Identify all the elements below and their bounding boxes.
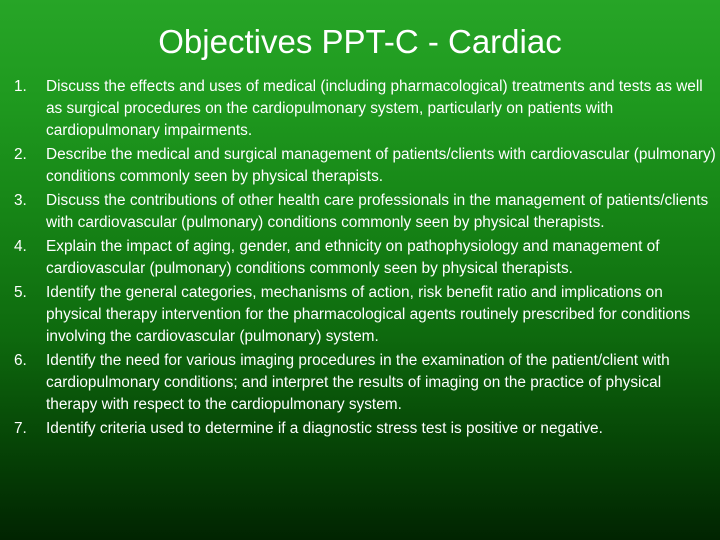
objectives-list (14, 76, 716, 442)
objective-text: Discuss the effects and uses of medical (including pharmacological) treatments and tests as well as surgical procedures on the cardiopulmonary system, particularly on patients with cardiopulmonary impairments. (46, 78, 703, 139)
objective-item-5 (14, 282, 716, 348)
objective-item-4 (14, 236, 716, 280)
objective-item-7 (14, 418, 716, 440)
objective-text: Discuss the contributions of other health care professionals in the management of patients/clients with cardiovascular (pulmonary) conditions commonly seen by physical therapists. (46, 192, 709, 231)
objective-number: 2. (14, 146, 27, 163)
objective-text: Explain the impact of aging, gender, and ethnicity on pathophysiology and management of cardiovascular (pulmonary) conditions commonly seen by physical therapists. (46, 238, 660, 277)
objective-text: Identify the need for various imaging procedures in the examination of the patient/client with cardiopulmonary conditions; and interpret the results of imaging on the practice of physical therapy with respect to the cardiopulmonary system. (46, 352, 670, 413)
objective-item-6 (14, 350, 716, 416)
objective-number: 3. (14, 192, 27, 209)
objective-number: 5. (14, 284, 27, 301)
objective-text: Describe the medical and surgical management of patients/clients with cardiovascular (pulmonary) conditions commonly seen by physical therapists. (46, 146, 716, 185)
objective-item-3 (14, 190, 716, 234)
objective-item-2 (14, 144, 716, 188)
slide-title: Objectives PPT-C - Cardiac (158, 23, 562, 60)
objective-item-1 (14, 76, 716, 142)
objective-number: 7. (14, 420, 27, 437)
objective-number: 4. (14, 238, 27, 255)
objective-number: 6. (14, 352, 27, 369)
objective-number: 1. (14, 78, 27, 95)
objective-text: Identify criteria used to determine if a diagnostic stress test is positive or negative. (46, 420, 603, 437)
objective-text: Identify the general categories, mechanisms of action, risk benefit ratio and implications on physical therapy intervention for the pharmacological agents routinely prescribed for conditions involving the cardiovascular (pulmonary) system. (46, 284, 691, 345)
